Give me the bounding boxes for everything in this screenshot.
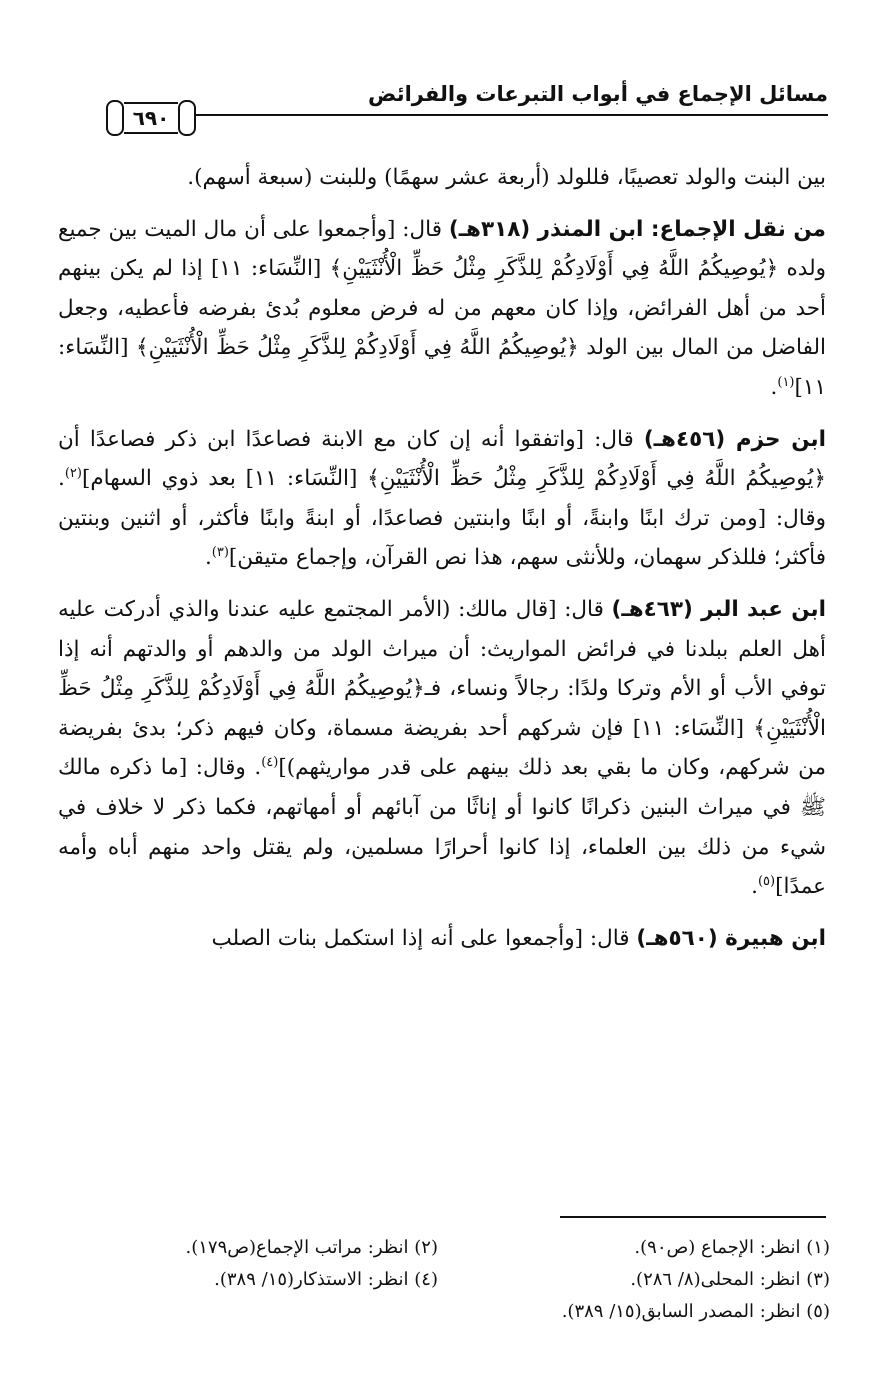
paragraph-lead: ابن حزم (٤٥٦هـ) — [643, 426, 826, 452]
ornament-right-icon — [178, 100, 196, 136]
footnote-marker: (٢) — [64, 466, 82, 481]
page-number-frame — [106, 98, 196, 134]
footnote-marker: (٥) — [757, 873, 776, 889]
footnote-marker: (١) — [777, 374, 795, 390]
ornament-left-icon — [106, 100, 124, 136]
running-title: مسائل الإجماع في أبواب التبرعات والفرائض — [368, 82, 828, 106]
paragraph-tail: . — [204, 545, 212, 571]
page-header — [58, 78, 828, 138]
paragraph-4 — [58, 590, 826, 907]
footnote-1: (١) انظر: الإجماع (ص٩٠). — [634, 1237, 830, 1258]
paragraph-tail: . وقال: [ومن ترك ابنًا وابنةً، أو ابنًا وابنتين فصاعدًا، أو ابنةً وابنًا فأكثر، أو اثنين وبنتين فأكثر؛ فللذكر سهمان، وللأنثى سهم، هذا نص القرآن، وإجماع متيقن] — [58, 466, 826, 571]
paragraph-5 — [58, 919, 826, 959]
paragraph-text: قال: [واتفقوا أنه إن كان مع الابنة فصاعدًا ابن ذكر فصاعدًا أن ﴿يُوصِيكُمُ اللَّهُ فِي أَوْلَادِكُمْ لِلذَّكَرِ مِثْلُ حَظِّ الْأُنْثَيَيْنِ﴾ [النِّسَاء: ١١] بعد ذوي السهام] — [58, 426, 826, 492]
main-text — [58, 158, 826, 958]
footnote-2: (٢) انظر: مراتب الإجماع(ص١٧٩). — [185, 1237, 438, 1258]
paragraph-lead: ابن عبد البر (٤٦٣هـ) — [611, 596, 826, 622]
footnote-marker: (٤) — [261, 755, 279, 771]
paragraph-text: قال: [وأجمعوا على أن مال الميت بين جميع ولده ﴿يُوصِيكُمُ اللَّهُ فِي أَوْلَادِكُمْ لِلذَّكَرِ مِثْلُ حَظِّ الْأُنْثَيَيْنِ﴾ [النِّسَاء: ١١] إذا لم يكن بينهم أحد من أهل الفرائض، وإذا كان معهم من له فرض معلوم بُدئ بفرضه فأعطيه، وجعل الفاضل من المال بين الولد ﴿يُوصِيكُمُ اللَّهُ فِي أَوْلَادِكُمْ لِلذَّكَرِ مِثْلُ حَظِّ الْأُنْثَيَيْنِ﴾ [النِّسَاء: ١١] — [58, 216, 826, 400]
footnote-3: (٣) انظر: المحلى(٨/ ٢٨٦). — [630, 1269, 830, 1290]
header-rule — [194, 114, 828, 116]
footnote-5: (٥) انظر: المصدر السابق(١٥/ ٣٨٩). — [561, 1301, 830, 1322]
paragraph-text: قال: [وأجمعوا على أنه إذا استكمل بنات الصلب — [211, 925, 637, 951]
footnote-marker: (٣) — [211, 545, 229, 561]
paragraph-lead: ابن هبيرة (٥٦٠هـ) — [636, 925, 826, 951]
paragraph-2 — [58, 210, 826, 408]
paragraph-lead: من نقل الإجماع: ابن المنذر (٣١٨هـ) — [448, 216, 826, 242]
paragraph-text: بين البنت والولد تعصيبًا، فللولد (أربعة عشر سهمًا) وللبنت (سبعة أسهم). — [187, 165, 826, 190]
paragraph-1 — [58, 158, 826, 198]
paragraph-text: قال: [قال مالك: (الأمر المجتمع عليه عندنا والذي أدركت عليه أهل العلم ببلدنا في فرائض المواريث: أن ميراث الولد من والدهم أو والدتهم أنه إذا توفي الأب أو الأم وتركا ولدًا: رجالاً ونساء، فـ﴿يُوصِيكُمُ اللَّهُ فِي أَوْلَادِكُمْ لِلذَّكَرِ مِثْلُ حَظِّ الْأُنْثَيَيْنِ﴾ [النِّسَاء: ١١] فإن شركهم أحد بفريضة مسماة، وكان فيهم ذكر؛ بدئ بفريضة من شركهم، وكان ما بقي بعد ذلك بينهم على قدر مواريثهم)] — [58, 596, 826, 781]
page-number: ٦٩٠ — [124, 102, 178, 134]
footnote-4: (٤) انظر: الاستذكار(١٥/ ٣٨٩). — [214, 1269, 438, 1290]
paragraph-tail: . — [751, 874, 758, 900]
footnote-separator — [560, 1216, 826, 1218]
paragraph-3 — [58, 420, 826, 578]
paragraph-tail: . — [770, 374, 778, 400]
paragraph-tail: . وقال: [ما ذكره مالك ﷺ في ميراث البنين ذكرانًا كانوا أو إناثًا من آبائهم أو أمهاتهم، فكما ذكر لا خلاف في شيء من ذلك بين العلماء، إذا كانوا أحرارًا مسلمين، ولم يقتل واحد منهم أباه وأمه عمدًا] — [58, 755, 826, 900]
